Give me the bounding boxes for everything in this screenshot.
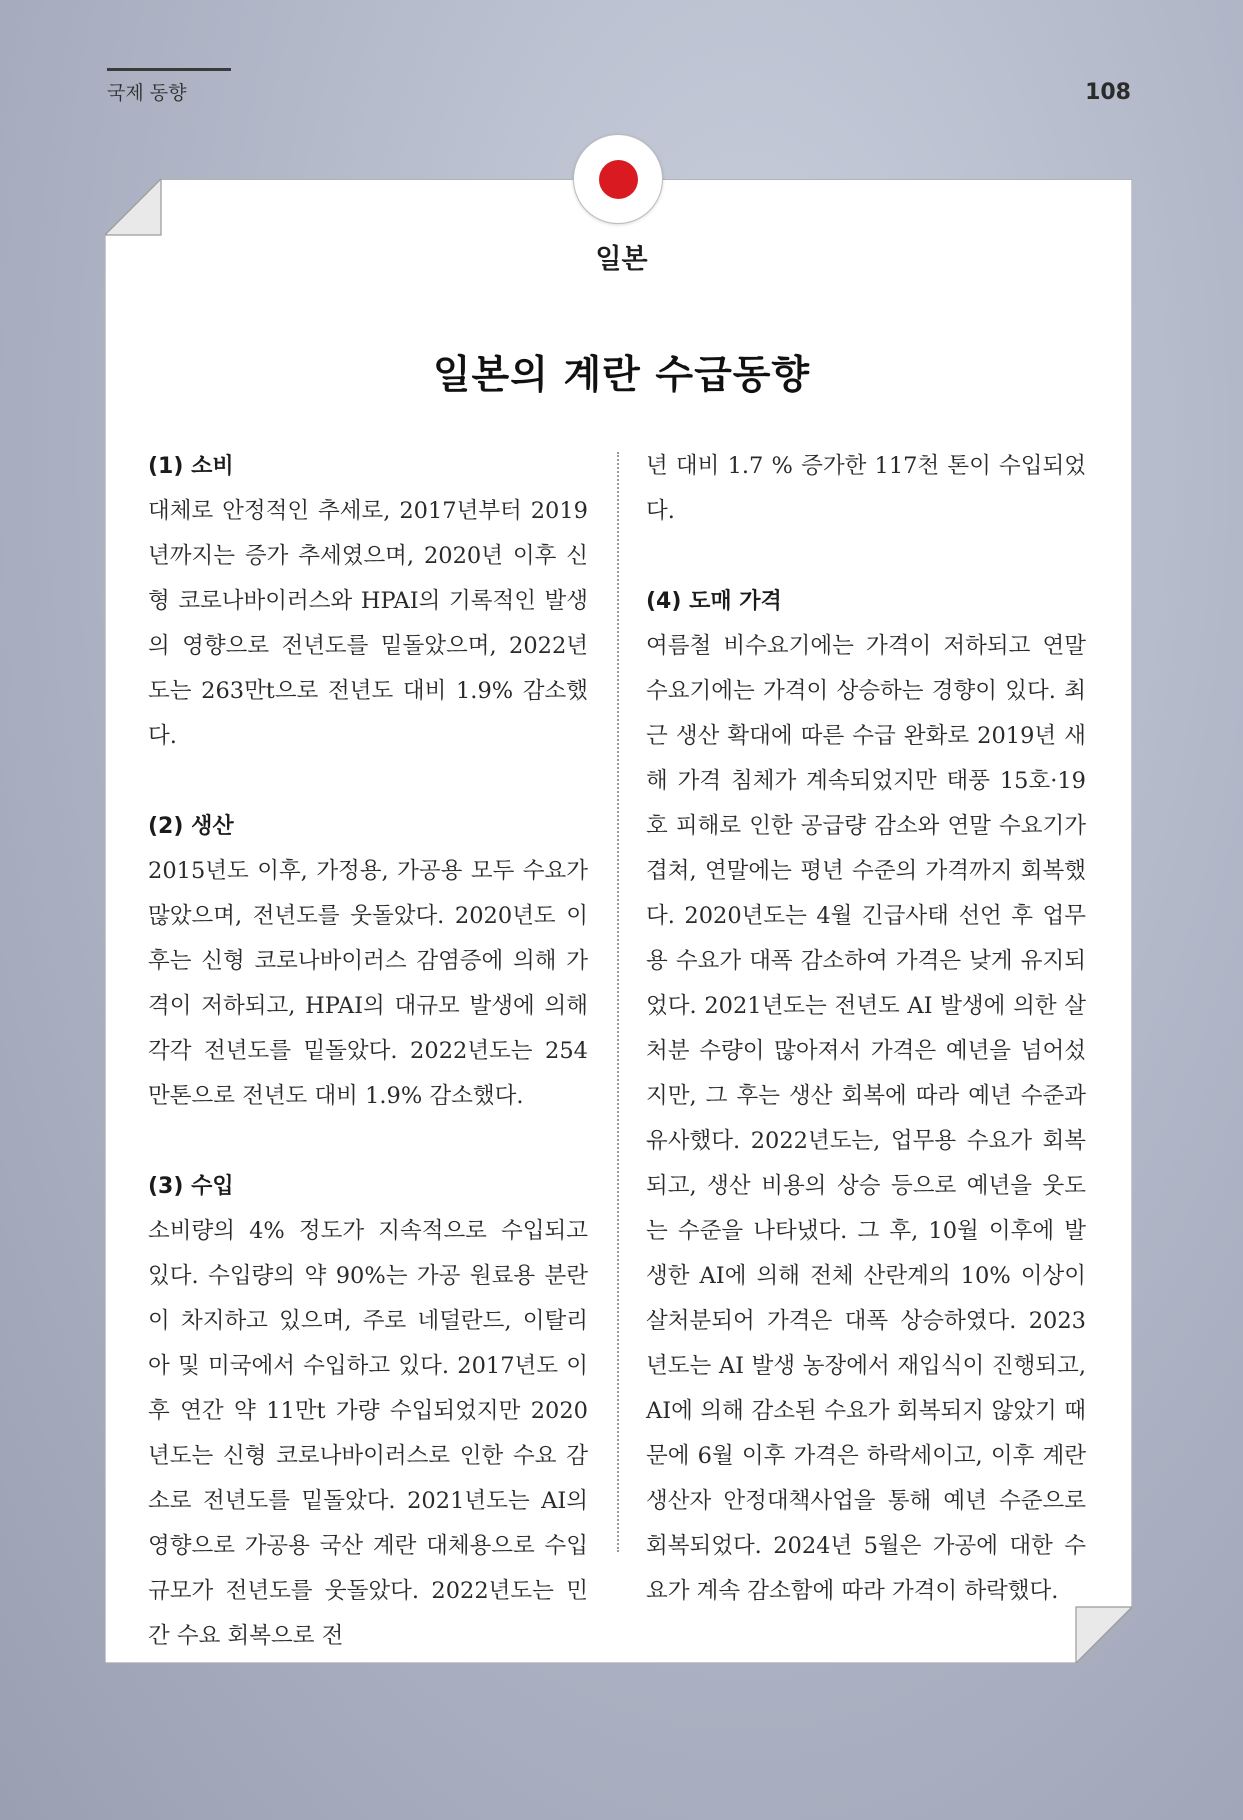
section-body-wholesale-price: 여름철 비수요기에는 가격이 저하되고 연말 수요기에는 가격이 상승하는 경향이 있다. 최근 생산 확대에 따른 수급 완화로 2019년 새해 가격 침체가 계속되었지만 태풍 15호·19호 피해로 인한 공급량 감소와 연말 수요기가 겹쳐, 연말에는 평년 수준의 가격까지 회복했다. 2020년도는 4월 긴급사태 선언 후 업무용 수요가 대폭 감소하여 가격은 낮게 유지되었다. 2021년도는 전년도 AI 발생에 의한 살처분 수량이 많아져서 가격은 예년을 넘어섰지만, 그 후는 생산 회복에 따라 예년 수준과 유사했다. 2022년도는, 업무용 수요가 회복되고, 생산 비용의 상승 등으로 예년을 웃도는 수준을 나타냈다. 그 후, 10월 이후에 발생한 AI에 의해 전체 산란계의 10% 이상이 살처분되어 가격은 대폭 상승하였다. 2023년도는 AI 발생 농장에서 재입식이 진행되고, AI에 의해 감소된 수요가 회복되지 않았기 때문에 6월 이후 가격은 하락세이고, 이후 계란생산자 안정대책사업을 통해 예년 수준으로 회복되었다. 2024년 5월은 가공에 대한 수요가 계속 감소함에 따라 가격이 하락했다. (646, 633, 1086, 1604)
section-heading-imports: (3) 수입 (148, 1174, 234, 1199)
section-heading-consumption: (1) 소비 (148, 454, 234, 479)
japan-flag-icon (573, 134, 663, 224)
left-column (148, 444, 588, 1704)
section-body-imports: 소비량의 4% 정도가 지속적으로 수입되고 있다. 수입량의 약 90%는 가공 원료용 분란이 차지하고 있으며, 주로 네덜란드, 이탈리아 및 미국에서 수입하고 있다. 2017년도 이후 연간 약 11만t 가량 수입되었지만 2020년도는 신형 코로나바이러스로 인한 수요 감소로 전년도를 밑돌았다. 2021년도는 AI의 영향으로 가공용 국산 계란 대체용으로 수입 규모가 전년도를 웃돌았다. 2022년도는 민간 수요 회복으로 전 (148, 1218, 588, 1649)
right-column (646, 444, 1086, 1659)
section-body-production: 2015년도 이후, 가정용, 가공용 모두 수요가 많았으며, 전년도를 웃돌았다. 2020년도 이후는 신형 코로나바이러스 감염증에 의해 가격이 저하되고, HPAI의 대규모 발생에 의해 각각 전년도를 밑돌았다. 2022년도는 254만톤으로 전년도 대비 1.9% 감소했다. (148, 858, 588, 1109)
section-heading-production: (2) 생산 (148, 814, 234, 839)
section-label: 국제 동향 (107, 82, 187, 104)
flag-red-circle (599, 160, 638, 199)
section-heading-wholesale-price: (4) 도매 가격 (646, 589, 782, 614)
section-body-imports-continued: 년 대비 1.7 % 증가한 117천 톤이 수입되었다. (646, 453, 1086, 524)
article-title: 일본의 계란 수급동향 (432, 353, 811, 398)
header-rule (107, 68, 231, 71)
page-number: 108 (1085, 80, 1131, 105)
country-name: 일본 (595, 244, 648, 275)
column-divider (617, 452, 619, 1552)
section-body-consumption: 대체로 안정적인 추세로, 2017년부터 2019년까지는 증가 추세였으며, 2020년 이후 신형 코로나바이러스와 HPAI의 기록적인 발생의 영향으로 전년도를 밑돌았으며, 2022년도는 263만t으로 전년도 대비 1.9% 감소했다. (148, 498, 588, 749)
